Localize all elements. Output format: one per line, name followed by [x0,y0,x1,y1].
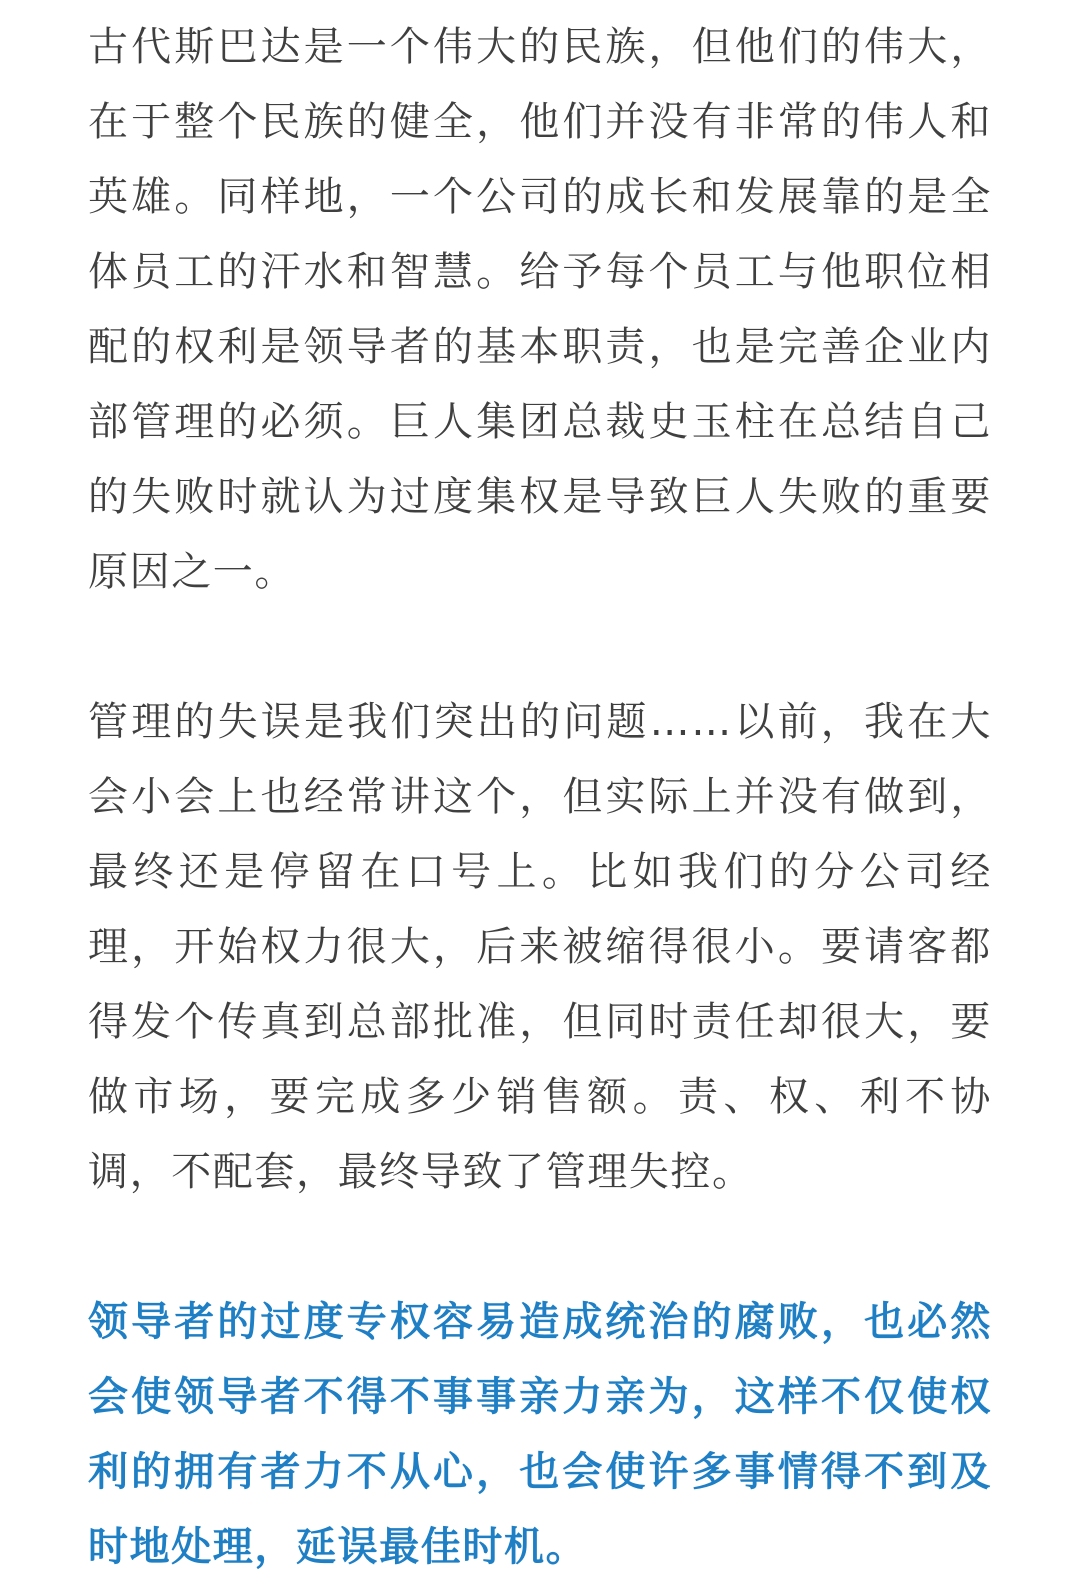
paragraph-highlight-conclusion: 领导者的过度专权容易造成统治的腐败，也必然会使领导者不得不事事亲力亲为，这样不仅使权利的拥有者力不从心，也会使许多事情得不到及时地处理，延误最佳时机。 [88,1299,992,1570]
article-body [88,10,992,1585]
paragraph-sparta: 古代斯巴达是一个伟大的民族，但他们的伟大，在于整个民族的健全，他们并没有非常的伟人和英雄。同样地，一个公司的成长和发展靠的是全体员工的汗水和智慧。给予每个员工与他职位相配的权利是领导者的基本职责，也是完善企业内部管理的必须。巨人集团总裁史玉柱在总结自己的失败时就认为过度集权是导致巨人失败的重要原因之一。 [88,24,992,595]
paragraph-management-failure: 管理的失误是我们突出的问题……以前，我在大会小会上也经常讲这个，但实际上并没有做到，最终还是停留在口号上。比如我们的分公司经理，开始权力很大，后来被缩得很小。要请客都得发个传真到总部批准，但同时责任却很大，要做市场，要完成多少销售额。责、权、利不协调，不配套，最终导致了管理失控。 [88,699,992,1195]
